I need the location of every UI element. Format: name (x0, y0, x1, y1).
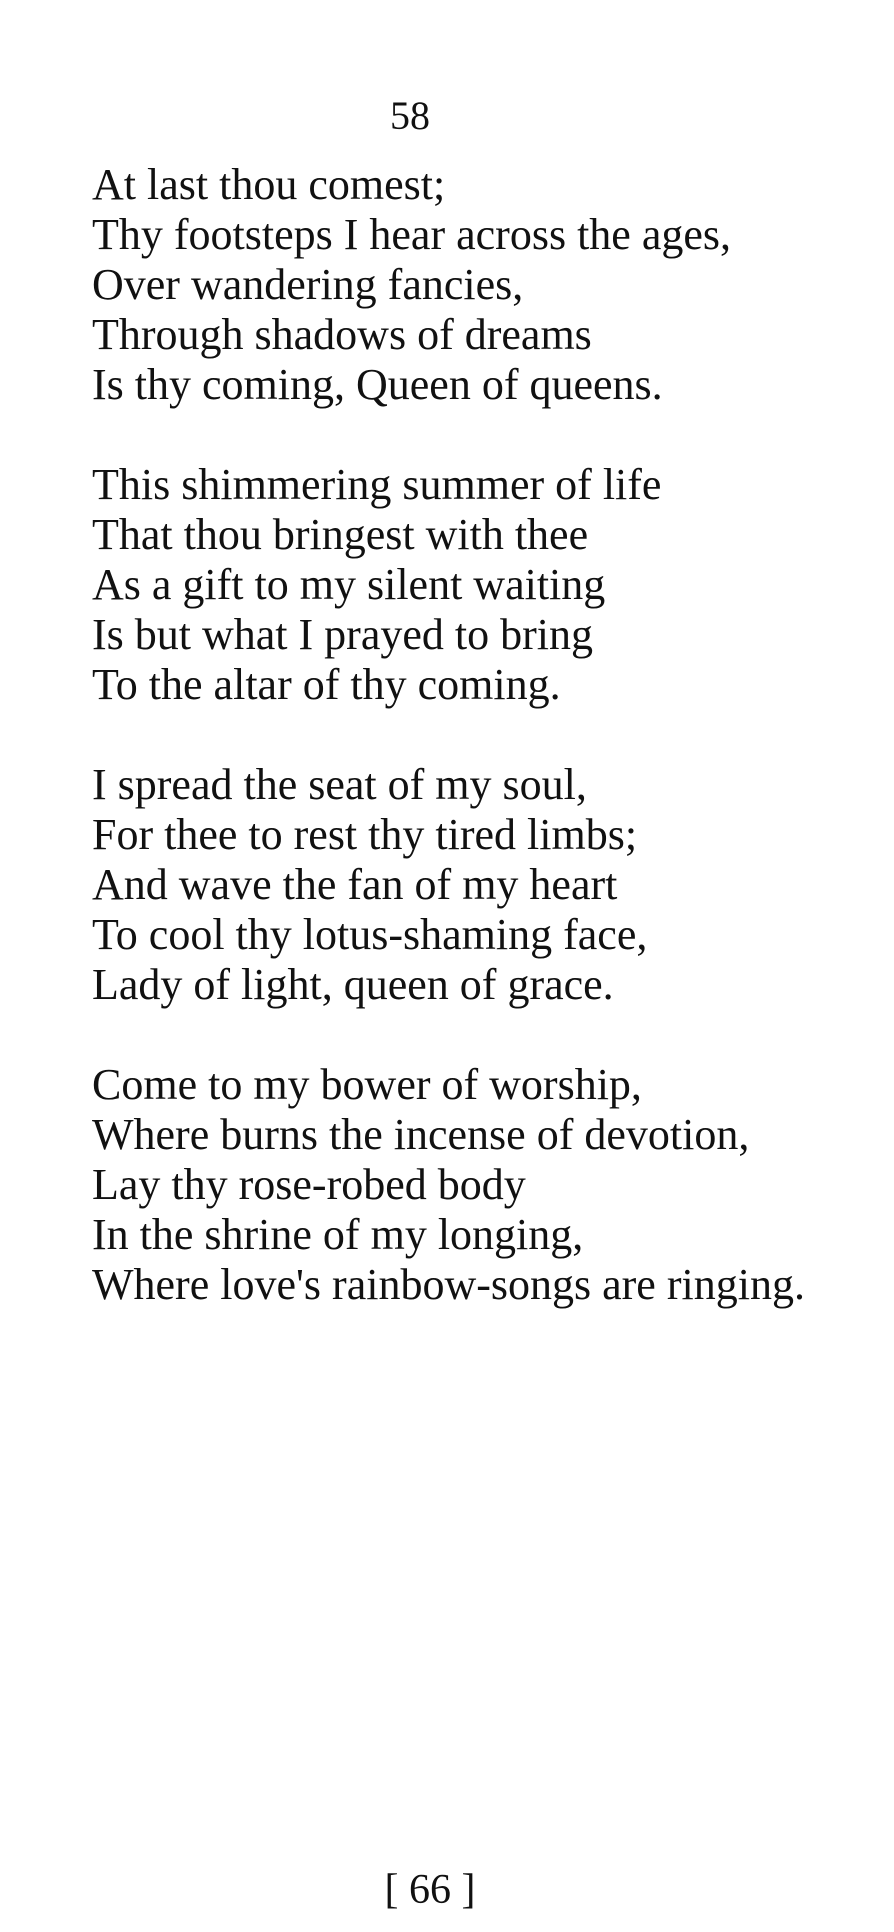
poem-line: Where love's rainbow-songs are ringing. (92, 1260, 805, 1309)
poem-line: I spread the seat of my soul, (92, 760, 587, 809)
poem-number: 58 (390, 93, 430, 138)
poem-line: To the altar of thy coming. (92, 660, 561, 709)
poem-line: Thy footsteps I hear across the ages, (92, 210, 732, 259)
poem-line: Is thy coming, Queen of queens. (92, 360, 663, 409)
poem-line: Come to my bower of worship, (92, 1060, 642, 1109)
poem-line: Over wandering fancies, (92, 260, 524, 309)
poem-line: To cool thy lotus-shaming face, (92, 910, 648, 959)
poem-line: And wave the fan of my heart (92, 860, 618, 909)
page-number: [ 66 ] (384, 1867, 476, 1913)
stanza (92, 160, 892, 410)
poem-line: As a gift to my silent waiting (92, 560, 606, 609)
stanza (92, 460, 892, 710)
poem-line: That thou bringest with thee (92, 510, 589, 559)
poem-line: For thee to rest thy tired limbs; (92, 810, 638, 859)
poem-line: At last thou comest; (92, 160, 446, 209)
poem-line: Lady of light, queen of grace. (92, 960, 614, 1009)
poem-line: This shimmering summer of life (92, 460, 662, 509)
poem-line: Lay thy rose-robed body (92, 1160, 526, 1209)
poem-line: Through shadows of dreams (92, 310, 592, 359)
poem-body (92, 160, 892, 1360)
stanza (92, 1060, 892, 1310)
stanza (92, 760, 892, 1010)
poem-line: Where burns the incense of devotion, (92, 1110, 750, 1159)
poem-line: Is but what I prayed to bring (92, 610, 593, 659)
poem-line: In the shrine of my longing, (92, 1210, 584, 1259)
